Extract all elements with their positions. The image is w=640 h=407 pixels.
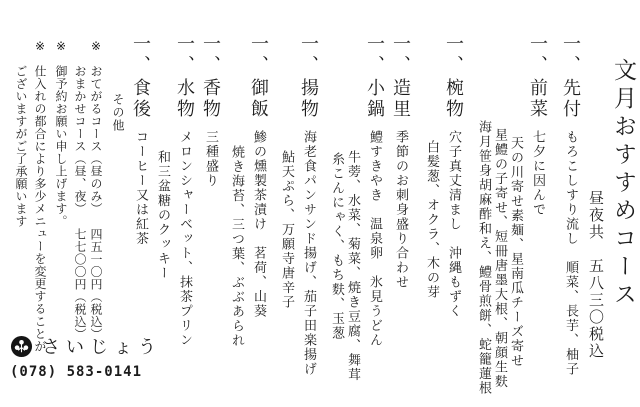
section-name: 椀物 [444, 78, 464, 120]
section-line: 海老食パンサンド揚げ、茄子田楽揚げ [302, 130, 317, 377]
section-zensai-line: 星鱧の子寄せ、短冊唐墨大根、朝顔生麩 [493, 128, 508, 389]
note-mark: ※ [33, 39, 47, 54]
other-heading: その他 [111, 93, 125, 132]
section-wanmono-line: 白髪葱、オクラ、木の芽 [425, 140, 440, 300]
section-agemono [295, 0, 318, 407]
section-marker: 一、 [249, 34, 269, 76]
section-heading [444, 34, 464, 120]
note-text: 仕入れの都合により多少メニューを変更することが [33, 64, 47, 352]
section-gohan-line: 焼き海苔、三つ葉、ぶぶあられ [230, 145, 245, 348]
note-text: 御予約お願い申し上げます。 [54, 64, 68, 227]
section-name: 食後 [131, 78, 151, 120]
section-heading [561, 34, 581, 120]
section-name: 水物 [175, 78, 195, 120]
section-heading [365, 34, 385, 120]
section-marker: 一、 [175, 34, 195, 76]
section-heading [249, 34, 269, 120]
section-name: 揚物 [299, 78, 319, 120]
section-konabe-line: 牛蒡、水菜、菊菜、焼き豆腐、舞茸 [346, 150, 361, 382]
section-line: 鱧すきやき 温泉卵 氷見うどん [368, 130, 383, 348]
section-sakizuke [557, 0, 580, 407]
section-heading [391, 34, 411, 120]
section-name: 先付 [561, 78, 581, 120]
shop-name: さいじょう [42, 337, 162, 357]
section-konabe-line: 糸こんにゃく、もち麩、玉葱 [330, 152, 345, 341]
note-text: おてがるコース（昼のみ） [89, 64, 103, 215]
section-agemono-line: 鮎天ぷら、万願寺唐辛子 [280, 150, 295, 310]
note-mark: ※ [54, 39, 68, 54]
section-tsukuri [387, 0, 410, 407]
section-heading [175, 34, 195, 120]
section-heading [201, 34, 221, 120]
menu-title: 文月おすすめコース [611, 58, 636, 310]
section-konomono [197, 0, 220, 407]
note-price: 七七〇〇円（税込） [73, 228, 87, 341]
shop-footer [10, 333, 162, 380]
section-name: 小鍋 [365, 78, 385, 120]
section-marker: 一、 [299, 34, 319, 76]
note-text: ございますがご了承願います [14, 64, 28, 227]
section-name: 御飯 [249, 78, 269, 120]
section-line: 鯵の燻製茶漬け 茗荷、山葵 [252, 130, 267, 319]
section-line: コーヒー又は紅茶 [134, 130, 149, 246]
section-marker: 一、 [561, 34, 581, 76]
note-text: おまかせコース（昼、夜） [73, 64, 87, 215]
section-marker: 一、 [365, 34, 385, 76]
section-name: 前菜 [528, 78, 548, 120]
section-line: メロンシャーベット、抹茶プリン [178, 130, 193, 348]
section-line: 季節のお刺身盛り合わせ [394, 130, 409, 290]
menu-subtitle: 昼夜共 五八三〇税込 [587, 190, 603, 360]
section-gohan [245, 0, 268, 407]
section-line: 七夕に因んで [531, 130, 546, 217]
section-marker: 一、 [131, 34, 151, 76]
section-marker: 一、 [444, 34, 464, 76]
section-konabe [361, 0, 384, 407]
section-zensai [524, 0, 547, 407]
section-marker: 一、 [391, 34, 411, 76]
shop-crest-icon [10, 335, 33, 358]
shop-name-row [10, 333, 162, 359]
section-wanmono [440, 0, 463, 407]
section-mizumono [171, 0, 194, 407]
section-zensai-line: 海月笹身胡麻酢和え、鱧骨煎餅、蛇籠蓮根 [477, 120, 492, 396]
section-mizumono-line: 和三盆糖のクッキー [156, 150, 171, 281]
section-line: 穴子真丈清まし 沖縄もずく [447, 130, 462, 319]
note-price: 四五一〇円（税込） [89, 228, 103, 341]
section-marker: 一、 [528, 34, 548, 76]
section-heading [528, 34, 548, 120]
section-line: もろこしすり流し 順菜、長芋、柚子 [564, 130, 579, 377]
section-marker: 一、 [201, 34, 221, 76]
section-name: 造里 [391, 78, 411, 120]
note-mark: ※ [89, 39, 103, 54]
section-heading [299, 34, 319, 120]
section-heading [131, 34, 151, 120]
section-line: 三種盛り [204, 130, 219, 188]
section-zensai-line: 天の川寄せ素麺、星南瓜チーズ寄せ [509, 136, 524, 368]
section-name: 香物 [201, 78, 221, 120]
shop-phone: (078) 583-0141 [10, 364, 143, 380]
